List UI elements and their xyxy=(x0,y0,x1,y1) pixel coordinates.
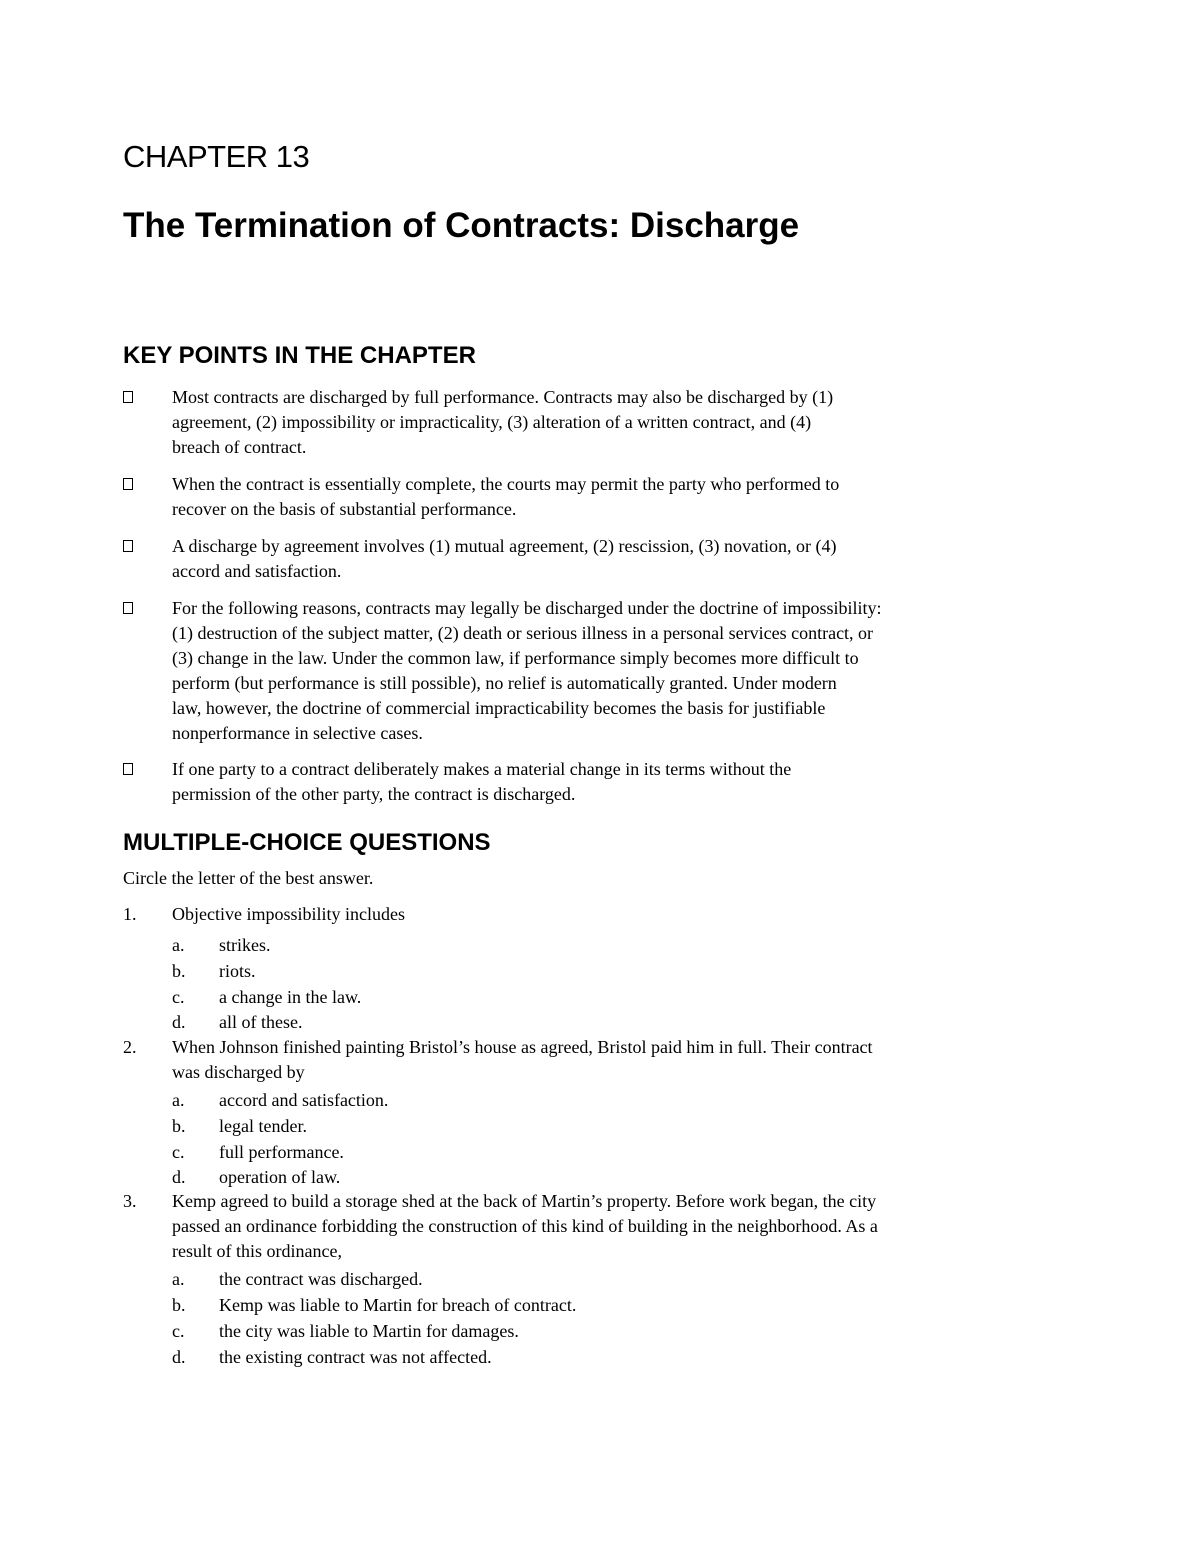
option-letter: a. xyxy=(172,1269,185,1289)
option-letter: c. xyxy=(172,987,185,1007)
option-text: all of these. xyxy=(219,1012,303,1032)
text-line: result of this ordinance, xyxy=(172,1241,342,1261)
multiple-choice-heading: MULTIPLE-CHOICE QUESTIONS xyxy=(123,829,491,856)
text-line: agreement, (2) impossibility or impracticality, (3) alteration of a written contract, and (4) xyxy=(172,412,812,432)
text-line: A discharge by agreement involves (1) mutual agreement, (2) rescission, (3) novation, or (4) xyxy=(172,536,837,556)
option-letter: d. xyxy=(172,1347,186,1367)
text-line: breach of contract. xyxy=(172,437,307,457)
key-points-heading: KEY POINTS IN THE CHAPTER xyxy=(123,342,476,369)
option-text: legal tender. xyxy=(219,1116,307,1136)
text-line: When Johnson finished painting Bristol’s house as agreed, Bristol paid him in full. Their contract xyxy=(172,1037,873,1057)
option-letter: c. xyxy=(172,1142,185,1162)
text-line: accord and satisfaction. xyxy=(172,561,342,581)
text-line: When the contract is essentially complete, the courts may permit the party who performed to xyxy=(172,474,840,494)
question-text xyxy=(172,902,405,927)
text-line: law, however, the doctrine of commercial impracticability becomes the basis for justifiable xyxy=(172,698,826,718)
question-number: 2. xyxy=(123,1037,137,1057)
option-letter: b. xyxy=(172,1295,186,1315)
chapter-title: The Termination of Contracts: Discharge xyxy=(123,206,800,245)
option-letter: c. xyxy=(172,1321,185,1341)
instruction-text: Circle the letter of the best answer. xyxy=(123,868,374,888)
option-text: Kemp was liable to Martin for breach of contract. xyxy=(219,1295,577,1315)
question-number: 3. xyxy=(123,1191,137,1211)
text-line: perform (but performance is still possible), no relief is automatically granted. Under modern xyxy=(172,673,837,693)
chapter-label: CHAPTER 13 xyxy=(123,139,310,174)
text-line: If one party to a contract deliberately makes a material change in its terms without the xyxy=(172,759,792,779)
question-text xyxy=(172,1189,878,1264)
square-bullet-icon xyxy=(123,763,133,775)
question-number: 1. xyxy=(123,904,137,924)
question-text xyxy=(172,1035,873,1085)
option-text: operation of law. xyxy=(219,1167,341,1187)
key-point-text xyxy=(172,534,1042,584)
square-bullet-icon xyxy=(123,478,133,490)
text-line: Kemp agreed to build a storage shed at the back of Martin’s property. Before work began, the city xyxy=(172,1191,877,1211)
option-letter: b. xyxy=(172,1116,186,1136)
square-bullet-icon xyxy=(123,391,133,403)
text-line: Objective impossibility includes xyxy=(172,904,405,924)
option-text: the contract was discharged. xyxy=(219,1269,423,1289)
option-text: accord and satisfaction. xyxy=(219,1090,389,1110)
text-line: passed an ordinance forbidding the construction of this kind of building in the neighborhood. As a xyxy=(172,1216,878,1236)
option-text: riots. xyxy=(219,961,256,981)
square-bullet-icon xyxy=(123,540,133,552)
option-text: the existing contract was not affected. xyxy=(219,1347,492,1367)
option-text: strikes. xyxy=(219,935,271,955)
option-letter: b. xyxy=(172,961,186,981)
option-letter: a. xyxy=(172,935,185,955)
text-line: (3) change in the law. Under the common law, if performance simply becomes more difficult to xyxy=(172,648,859,668)
text-line: (1) destruction of the subject matter, (2) death or serious illness in a personal services contract, or xyxy=(172,623,874,643)
option-text: a change in the law. xyxy=(219,987,362,1007)
key-point-text xyxy=(172,757,1042,807)
text-line: recover on the basis of substantial performance. xyxy=(172,499,517,519)
option-letter: a. xyxy=(172,1090,185,1110)
key-point-text xyxy=(172,385,1042,460)
text-line: permission of the other party, the contract is discharged. xyxy=(172,784,576,804)
text-line: nonperformance in selective cases. xyxy=(172,723,423,743)
option-letter: d. xyxy=(172,1012,186,1032)
text-line: was discharged by xyxy=(172,1062,305,1082)
key-point-text xyxy=(172,472,1042,522)
option-letter: d. xyxy=(172,1167,186,1187)
text-line: For the following reasons, contracts may legally be discharged under the doctrine of impossibility: xyxy=(172,598,882,618)
option-text: the city was liable to Martin for damages. xyxy=(219,1321,519,1341)
square-bullet-icon xyxy=(123,602,133,614)
key-point-text xyxy=(172,596,1042,746)
option-text: full performance. xyxy=(219,1142,344,1162)
text-line: Most contracts are discharged by full performance. Contracts may also be discharged by (1) xyxy=(172,387,834,407)
